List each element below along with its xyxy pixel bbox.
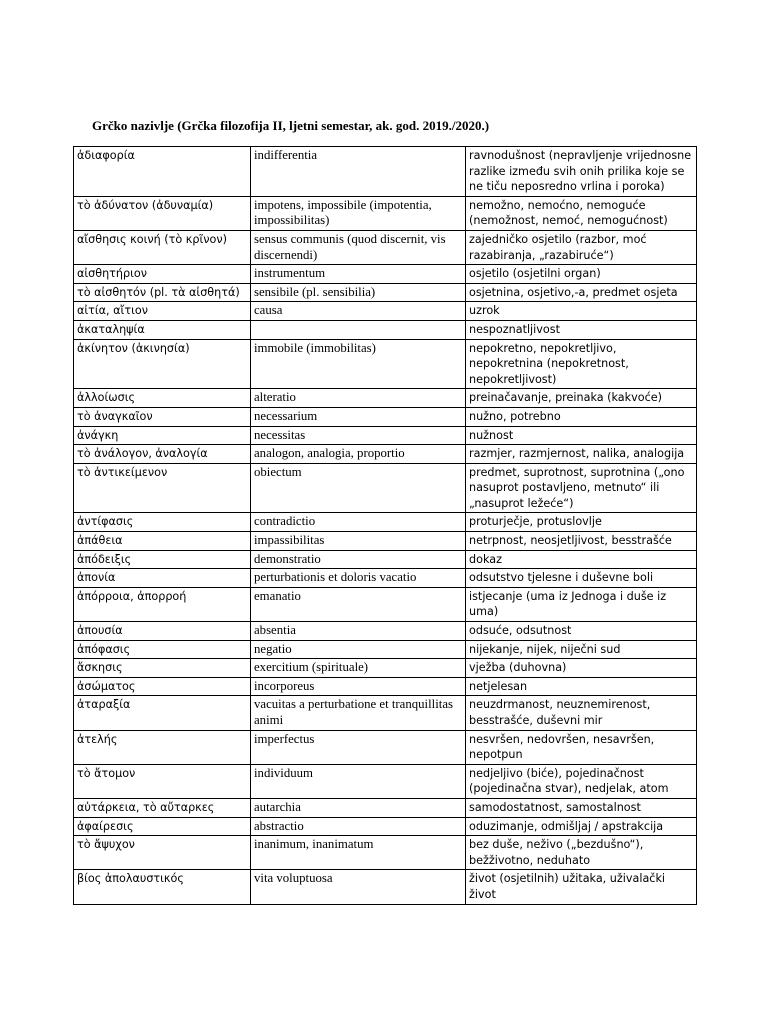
latin-term-cell: necessarium: [251, 407, 466, 426]
croatian-term-cell: netrpnost, neosjetljivost, besstrašće: [466, 532, 697, 551]
latin-term-cell: demonstratio: [251, 550, 466, 569]
latin-term-cell: sensus communis (quod discernit, vis discernendi): [251, 230, 466, 264]
table-row: [74, 677, 697, 696]
latin-term-cell: indifferentia: [251, 147, 466, 197]
greek-term-cell: βίος ἀπολαυστικός: [74, 870, 251, 904]
croatian-term-cell: ravnodušnost (nepravljenje vrijednosne razlike između svih onih prilika koje se ne tiču neposredno vrlina i poroka): [466, 147, 697, 197]
latin-term-cell: inanimum, inanimatum: [251, 836, 466, 870]
greek-term-cell: αὐτάρκεια, τὸ αὔταρκες: [74, 798, 251, 817]
table-row: [74, 513, 697, 532]
croatian-term-cell: preinačavanje, preinaka (kakvoće): [466, 389, 697, 408]
croatian-term-cell: predmet, suprotnost, suprotnina („ono nasuprot postavljeno, metnuto“ ili „nasuprot ležeće“): [466, 463, 697, 513]
table-row: [74, 640, 697, 659]
latin-term-cell: immobile (immobilitas): [251, 339, 466, 389]
table-row: [74, 587, 697, 621]
glossary-table: [73, 146, 697, 905]
greek-term-cell: τὸ ἀδύνατον (ἀδυναμία): [74, 196, 251, 230]
table-row: [74, 532, 697, 551]
latin-term-cell: [251, 320, 466, 339]
greek-term-cell: αἰτία, αἴτιον: [74, 302, 251, 321]
latin-term-cell: causa: [251, 302, 466, 321]
table-row: [74, 196, 697, 230]
greek-term-cell: ἀπονία: [74, 569, 251, 588]
table-row: [74, 339, 697, 389]
croatian-term-cell: nužno, potrebno: [466, 407, 697, 426]
table-row: [74, 463, 697, 513]
latin-term-cell: exercitium (spirituale): [251, 659, 466, 678]
latin-term-cell: vacuitas a perturbatione et tranquillitas animi: [251, 696, 466, 730]
latin-term-cell: contradictio: [251, 513, 466, 532]
croatian-term-cell: osjetilo (osjetilni organ): [466, 265, 697, 284]
croatian-term-cell: osjetnina, osjetivo,-a, predmet osjeta: [466, 283, 697, 302]
croatian-term-cell: odsutstvo tjelesne i duševne boli: [466, 569, 697, 588]
table-row: [74, 265, 697, 284]
table-row: [74, 817, 697, 836]
greek-term-cell: ἀκίνητον (ἀκινησία): [74, 339, 251, 389]
croatian-term-cell: netjelesan: [466, 677, 697, 696]
greek-term-cell: ἀφαίρεσις: [74, 817, 251, 836]
latin-term-cell: abstractio: [251, 817, 466, 836]
latin-term-cell: necessitas: [251, 426, 466, 445]
table-row: [74, 569, 697, 588]
greek-term-cell: τὸ ἀναγκαῖον: [74, 407, 251, 426]
croatian-term-cell: nijekanje, nijek, niječni sud: [466, 640, 697, 659]
latin-term-cell: perturbationis et doloris vacatio: [251, 569, 466, 588]
croatian-term-cell: dokaz: [466, 550, 697, 569]
table-row: [74, 730, 697, 764]
latin-term-cell: emanatio: [251, 587, 466, 621]
croatian-term-cell: nemožno, nemoćno, nemoguće (nemožnost, nemoć, nemogućnost): [466, 196, 697, 230]
table-row: [74, 389, 697, 408]
table-row: [74, 445, 697, 464]
croatian-term-cell: uzrok: [466, 302, 697, 321]
table-row: [74, 696, 697, 730]
table-row: [74, 798, 697, 817]
greek-term-cell: ἀσώματος: [74, 677, 251, 696]
greek-term-cell: ἀπάθεια: [74, 532, 251, 551]
table-row: [74, 836, 697, 870]
greek-term-cell: ἀπόρροια, ἀπορροή: [74, 587, 251, 621]
greek-term-cell: τὸ ἄψυχον: [74, 836, 251, 870]
latin-term-cell: impotens, impossibile (impotentia, impossibilitas): [251, 196, 466, 230]
latin-term-cell: analogon, analogia, proportio: [251, 445, 466, 464]
greek-term-cell: ἀταραξία: [74, 696, 251, 730]
greek-term-cell: ἀλλοίωσις: [74, 389, 251, 408]
latin-term-cell: individuum: [251, 764, 466, 798]
latin-term-cell: impassibilitas: [251, 532, 466, 551]
greek-term-cell: τὸ ἀντικείμενον: [74, 463, 251, 513]
latin-term-cell: obiectum: [251, 463, 466, 513]
greek-term-cell: ἀπόφασις: [74, 640, 251, 659]
greek-term-cell: ἀνάγκη: [74, 426, 251, 445]
greek-term-cell: ἀτελής: [74, 730, 251, 764]
croatian-term-cell: nužnost: [466, 426, 697, 445]
croatian-term-cell: samodostatnost, samostalnost: [466, 798, 697, 817]
croatian-term-cell: nesvršen, nedovršen, nesavršen, nepotpun: [466, 730, 697, 764]
latin-term-cell: autarchia: [251, 798, 466, 817]
glossary-table-body: [74, 147, 697, 905]
croatian-term-cell: neuzdrmanost, neuznemirenost, besstrašće, duševni mir: [466, 696, 697, 730]
table-row: [74, 302, 697, 321]
greek-term-cell: ἀπόδειξις: [74, 550, 251, 569]
croatian-term-cell: život (osjetilnih) užitaka, uživalački život: [466, 870, 697, 904]
greek-term-cell: ἀπουσία: [74, 622, 251, 641]
greek-term-cell: ἀντίφασις: [74, 513, 251, 532]
greek-term-cell: αἴσθησις κοινή (τὸ κρῖνον): [74, 230, 251, 264]
croatian-term-cell: bez duše, neživo („bezdušno“), bežživotno, neduhato: [466, 836, 697, 870]
croatian-term-cell: nepokretno, nepokretljivo, nepokretnina (nepokretnost, nepokretljivost): [466, 339, 697, 389]
latin-term-cell: absentia: [251, 622, 466, 641]
latin-term-cell: negatio: [251, 640, 466, 659]
croatian-term-cell: odsuće, odsutnost: [466, 622, 697, 641]
table-row: [74, 659, 697, 678]
croatian-term-cell: proturječje, protuslovlje: [466, 513, 697, 532]
document-title: Grčko nazivlje (Grčka filozofija II, ljetni semestar, ak. god. 2019./2020.): [92, 118, 490, 133]
table-row: [74, 622, 697, 641]
greek-term-cell: τὸ ἄτομον: [74, 764, 251, 798]
latin-term-cell: vita voluptuosa: [251, 870, 466, 904]
croatian-term-cell: nespoznatljivost: [466, 320, 697, 339]
croatian-term-cell: istjecanje (uma iz Jednoga i duše iz uma): [466, 587, 697, 621]
croatian-term-cell: zajedničko osjetilo (razbor, moć razabiranja, „razabiruće“): [466, 230, 697, 264]
croatian-term-cell: oduzimanje, odmišljaj / apstrakcija: [466, 817, 697, 836]
table-row: [74, 230, 697, 264]
croatian-term-cell: vježba (duhovna): [466, 659, 697, 678]
table-row: [74, 147, 697, 197]
greek-term-cell: ἀκαταληψία: [74, 320, 251, 339]
greek-term-cell: ἄσκησις: [74, 659, 251, 678]
table-row: [74, 550, 697, 569]
latin-term-cell: imperfectus: [251, 730, 466, 764]
table-row: [74, 764, 697, 798]
latin-term-cell: alteratio: [251, 389, 466, 408]
greek-term-cell: τὸ ἀνάλογον, ἀναλογία: [74, 445, 251, 464]
latin-term-cell: sensibile (pl. sensibilia): [251, 283, 466, 302]
latin-term-cell: instrumentum: [251, 265, 466, 284]
table-row: [74, 320, 697, 339]
croatian-term-cell: razmjer, razmjernost, nalika, analogija: [466, 445, 697, 464]
greek-term-cell: αἰσθητήριον: [74, 265, 251, 284]
croatian-term-cell: nedjeljivo (biće), pojedinačnost (pojedinačna stvar), nedjelak, atom: [466, 764, 697, 798]
greek-term-cell: τὸ αἰσθητόν (pl. τὰ αἰσθητά): [74, 283, 251, 302]
table-row: [74, 407, 697, 426]
greek-term-cell: ἀδιαφορία: [74, 147, 251, 197]
latin-term-cell: incorporeus: [251, 677, 466, 696]
table-row: [74, 870, 697, 904]
table-row: [74, 426, 697, 445]
table-row: [74, 283, 697, 302]
